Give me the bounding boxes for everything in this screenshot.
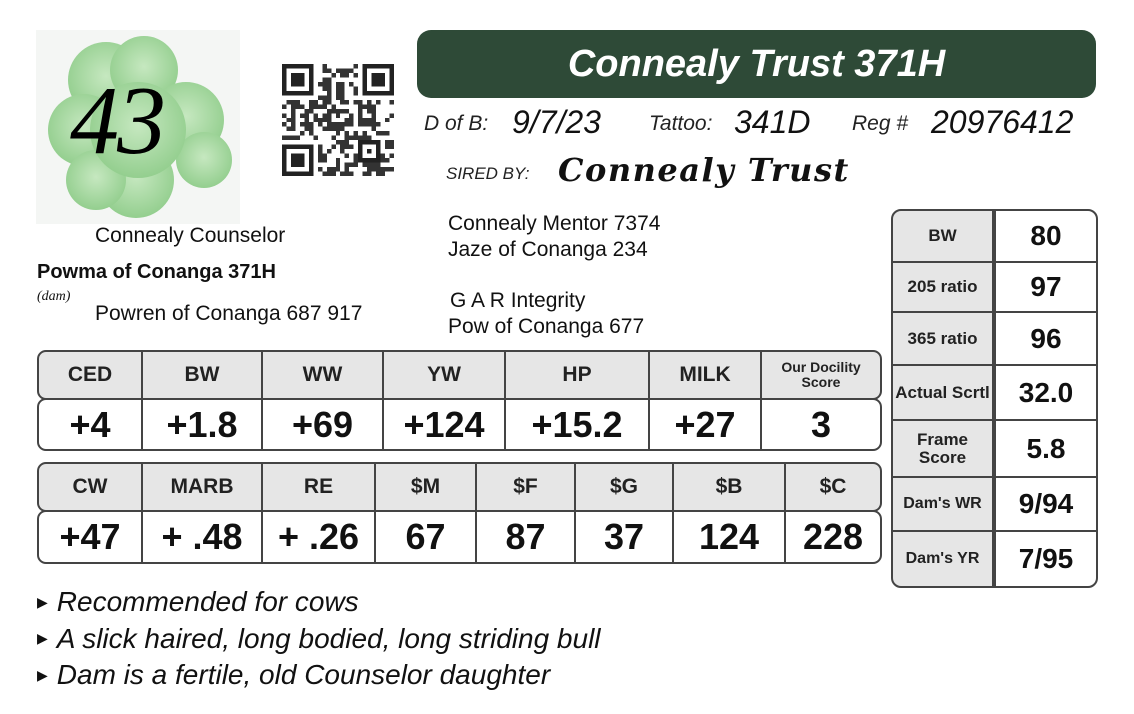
epd-header-dollar-b: $B xyxy=(674,464,786,510)
lot-number: 43 xyxy=(70,67,164,175)
perf-label-dams-wr: Dam's WR xyxy=(891,476,994,532)
tattoo-label: Tattoo: xyxy=(649,112,713,135)
triangle-bullet-icon: ▶ xyxy=(37,666,48,683)
pedigree-dam-sire: Connealy Counselor xyxy=(95,224,286,247)
note-item xyxy=(37,584,601,621)
epd-header-bw: BW xyxy=(143,352,263,398)
perf-value-205-ratio: 97 xyxy=(994,261,1098,313)
epd-value-dollar-m: 67 xyxy=(376,512,477,562)
note-item xyxy=(37,621,601,658)
epd-value-re: + .26 xyxy=(263,512,376,562)
perf-label-dams-yr: Dam's YR xyxy=(891,530,994,588)
pedigree-dam: Powma of Conanga 371H xyxy=(37,261,276,283)
note-text: Dam is a fertile, old Counselor daughter xyxy=(56,659,551,691)
pedigree-sire-sire: Connealy Mentor 7374 xyxy=(448,212,661,235)
perf-label-365-ratio: 365 ratio xyxy=(891,311,994,366)
epd-value-docility: 3 xyxy=(810,403,832,445)
notes-list xyxy=(37,584,601,694)
note-item xyxy=(37,657,601,694)
perf-value-dams-yr: 7/95 xyxy=(994,530,1098,588)
epd-value-row-2 xyxy=(37,510,882,564)
epd-header-dollar-g: $G xyxy=(576,464,674,510)
epd-header-milk: MILK xyxy=(650,352,762,398)
epd-header-cw: CW xyxy=(39,464,143,510)
bull-name-title: Connealy Trust 371H xyxy=(417,30,1096,98)
triangle-bullet-icon: ▶ xyxy=(37,593,48,610)
epd-value-cw: +47 xyxy=(39,512,143,562)
sired-by-label: SIRED BY: xyxy=(446,164,530,183)
epd-value-ww: +69 xyxy=(263,400,384,449)
note-text: A slick haired, long bodied, long striding bull xyxy=(56,622,601,654)
epd-value-dollar-f: 87 xyxy=(477,512,576,562)
epd-value-yw: +124 xyxy=(384,400,506,449)
dob-value: 9/7/23 xyxy=(512,104,601,140)
perf-value-actual-scrtl: 32.0 xyxy=(994,364,1098,421)
sired-by-value: Connealy Trust xyxy=(558,151,850,189)
pedigree-maternal-dam: Pow of Conanga 677 xyxy=(448,315,645,338)
perf-label-frame-score: Frame Score xyxy=(891,419,994,478)
pedigree-sire-dam: Jaze of Conanga 234 xyxy=(448,238,648,261)
epd-value-milk: +27 xyxy=(650,400,762,449)
epd-header-ww: WW xyxy=(263,352,384,398)
epd-header-row-1 xyxy=(37,350,882,400)
note-text: Recommended for cows xyxy=(56,586,359,618)
dam-label: (dam) xyxy=(37,289,71,304)
epd-value-row-1 xyxy=(37,398,882,451)
perf-value-dams-wr: 9/94 xyxy=(994,476,1098,532)
dob-label: D of B: xyxy=(424,112,489,135)
perf-label-205-ratio: 205 ratio xyxy=(891,261,994,313)
pedigree-dam-dam: Powren of Conanga 687 917 xyxy=(95,302,363,325)
epd-value-hp: +15.2 xyxy=(506,400,650,449)
epd-header-marb: MARB xyxy=(143,464,263,510)
epd-header-dollar-c: $C xyxy=(819,475,847,498)
epd-header-yw: YW xyxy=(384,352,506,398)
epd-value-dollar-c: 228 xyxy=(802,516,864,557)
triangle-bullet-icon: ▶ xyxy=(37,630,48,647)
epd-header-hp: HP xyxy=(506,352,650,398)
perf-label-actual-scrtl: Actual Scrtl xyxy=(891,364,994,421)
epd-value-dollar-b: 124 xyxy=(674,512,786,562)
reg-value: 20976412 xyxy=(931,104,1074,140)
perf-value-frame-score: 5.8 xyxy=(994,419,1098,478)
epd-header-dollar-m: $M xyxy=(376,464,477,510)
perf-value-bw: 80 xyxy=(994,209,1098,263)
perf-label-bw: BW xyxy=(891,209,994,263)
epd-header-re: RE xyxy=(263,464,376,510)
epd-value-marb: + .48 xyxy=(143,512,263,562)
epd-header-docility: Our Docility Score xyxy=(781,359,861,390)
epd-header-row-2 xyxy=(37,462,882,512)
perf-value-365-ratio: 96 xyxy=(994,311,1098,366)
tattoo-value: 341D xyxy=(734,104,811,140)
epd-header-ced: CED xyxy=(39,352,143,398)
pedigree-maternal-sire: G A R Integrity xyxy=(450,289,586,312)
epd-header-dollar-f: $F xyxy=(477,464,576,510)
epd-value-ced: +4 xyxy=(39,400,143,449)
reg-label: Reg # xyxy=(852,112,909,135)
epd-value-bw: +1.8 xyxy=(143,400,263,449)
epd-value-dollar-g: 37 xyxy=(576,512,674,562)
qr-code-icon[interactable] xyxy=(282,64,394,176)
